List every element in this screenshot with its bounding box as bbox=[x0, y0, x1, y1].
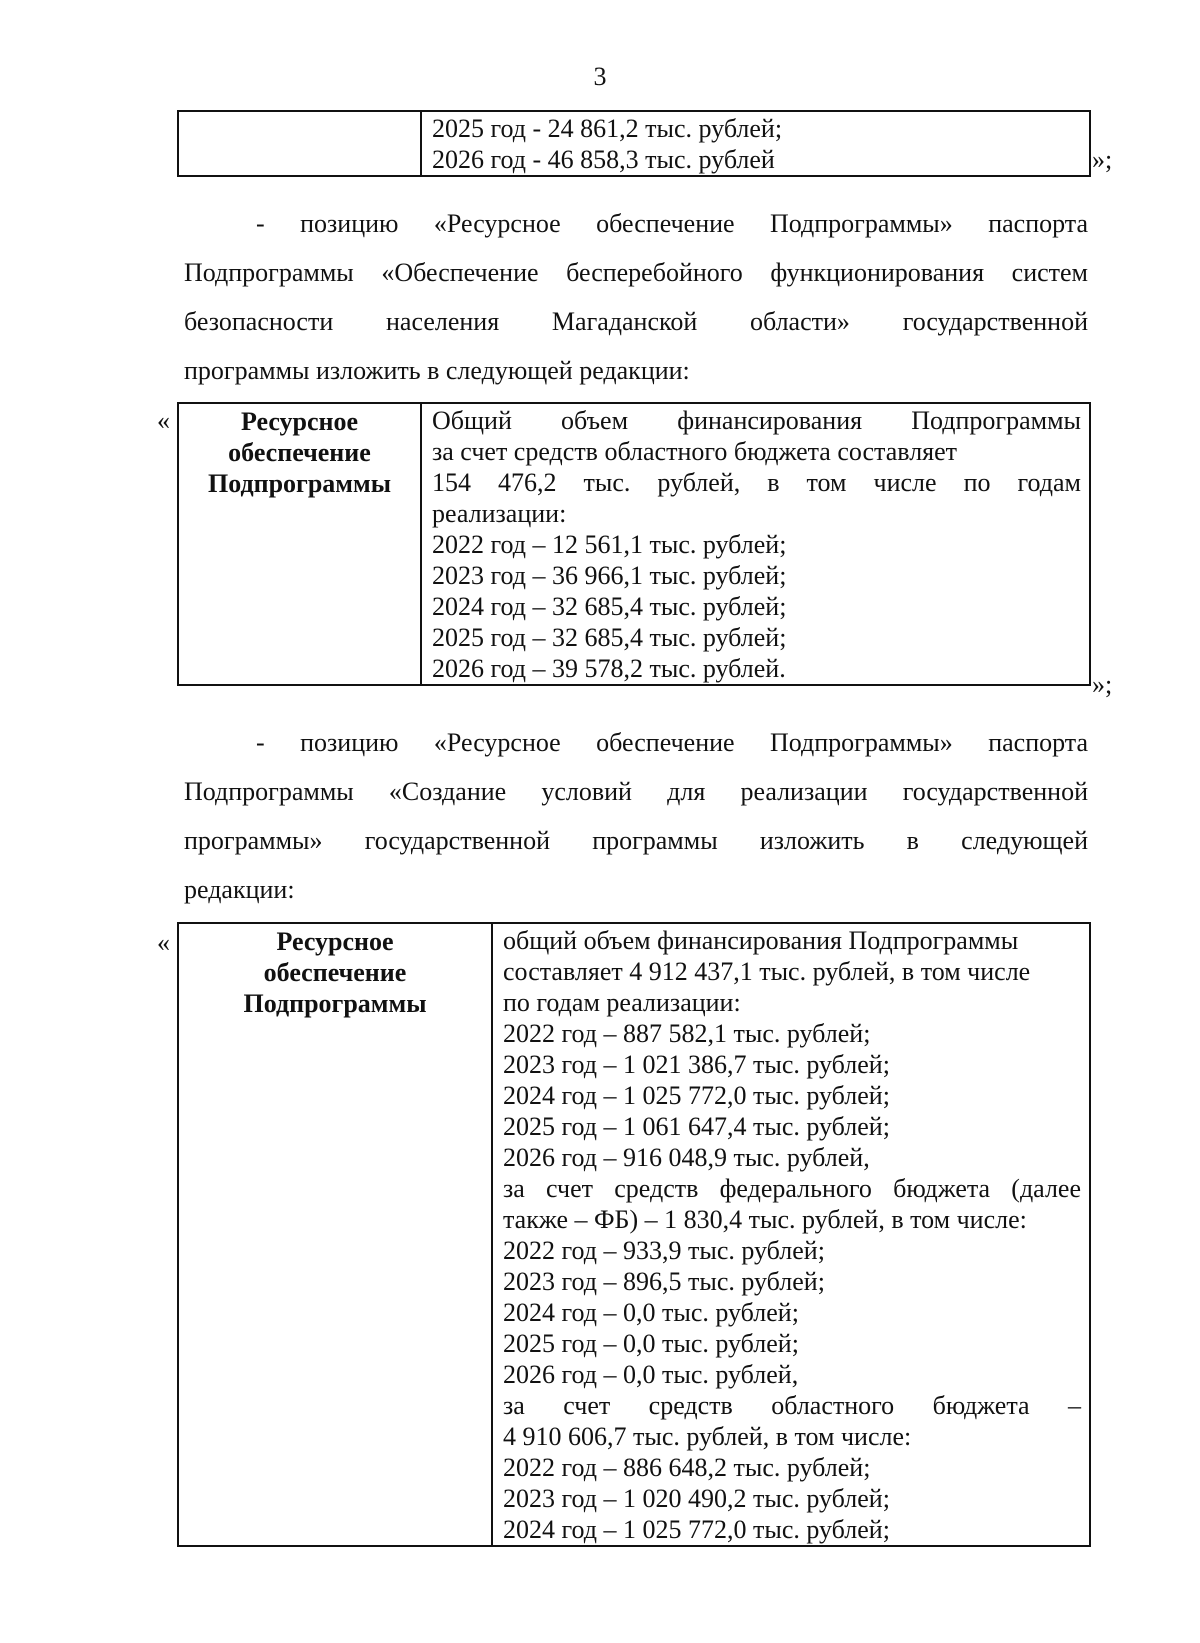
table-value-cell bbox=[421, 111, 1090, 176]
resource-table-conditions bbox=[177, 922, 1091, 1547]
instruction-paragraph bbox=[184, 199, 1088, 395]
funding-line: 2024 год – 32 685,4 тыс. рублей; bbox=[432, 592, 787, 621]
paragraph-line: Подпрограммы «Создание условий для реализации государственной bbox=[184, 777, 1088, 806]
funding-line: 2026 год - 46 858,3 тыс. рублей bbox=[432, 145, 775, 174]
closing-quote: »; bbox=[1092, 670, 1113, 699]
instruction-paragraph bbox=[184, 718, 1088, 914]
funding-line: 2023 год – 896,5 тыс. рублей; bbox=[503, 1267, 825, 1296]
paragraph-line: программы» государственной программы изложить в следующей bbox=[184, 826, 1088, 855]
funding-line: 4 910 606,7 тыс. рублей, в том числе: bbox=[503, 1422, 912, 1451]
funding-line: 2024 год – 1 025 772,0 тыс. рублей; bbox=[503, 1081, 890, 1110]
funding-line: за счет средств областного бюджета составляет bbox=[432, 437, 958, 466]
funding-line: 2022 год – 12 561,1 тыс. рублей; bbox=[432, 530, 787, 559]
closing-quote: »; bbox=[1092, 145, 1113, 174]
funding-line: 2026 год – 916 048,9 тыс. рублей, bbox=[503, 1143, 870, 1172]
table-label-cell bbox=[178, 111, 421, 176]
funding-line: 2023 год – 1 020 490,2 тыс. рублей; bbox=[503, 1484, 890, 1513]
table-label-cell bbox=[178, 923, 492, 1546]
label-line: обеспечение bbox=[228, 438, 371, 467]
label-line: обеспечение bbox=[263, 958, 407, 987]
paragraph-line: - позицию «Ресурсное обеспечение Подпрограммы» паспорта bbox=[256, 209, 1088, 238]
funding-line: 2023 год – 1 021 386,7 тыс. рублей; bbox=[503, 1050, 890, 1079]
funding-line: 2025 год – 1 061 647,4 тыс. рублей; bbox=[503, 1112, 890, 1141]
funding-line: 2026 год – 39 578,2 тыс. рублей. bbox=[432, 654, 786, 683]
funding-line: 2022 год – 887 582,1 тыс. рублей; bbox=[503, 1019, 871, 1048]
funding-line: также – ФБ) – 1 830,4 тыс. рублей, в том числе: bbox=[503, 1205, 1027, 1234]
funding-line: 2026 год – 0,0 тыс. рублей, bbox=[503, 1360, 799, 1389]
paragraph-line: Подпрограммы «Обеспечение бесперебойного функционирования систем bbox=[184, 258, 1088, 287]
paragraph-line: - позицию «Ресурсное обеспечение Подпрограммы» паспорта bbox=[256, 728, 1088, 757]
label-line: Подпрограммы bbox=[243, 989, 427, 1018]
funding-line: 154 476,2 тыс. рублей, в том числе по годам bbox=[432, 468, 1081, 497]
page-number: 3 bbox=[593, 62, 607, 91]
paragraph-line: безопасности населения Магаданской области» государственной bbox=[184, 307, 1088, 336]
funding-line: по годам реализации: bbox=[503, 988, 741, 1017]
funding-line: составляет 4 912 437,1 тыс. рублей, в том числе bbox=[503, 957, 1031, 986]
label-line: Ресурсное bbox=[240, 407, 359, 436]
funding-line: 2025 год – 32 685,4 тыс. рублей; bbox=[432, 623, 787, 652]
funding-line: реализации: bbox=[432, 499, 567, 528]
table-value-cell bbox=[421, 403, 1090, 685]
funding-line: общий объем финансирования Подпрограммы bbox=[503, 926, 1019, 955]
funding-line: 2025 год - 24 861,2 тыс. рублей; bbox=[432, 114, 783, 143]
funding-line: Общий объем финансирования Подпрограммы bbox=[432, 406, 1081, 435]
funding-line: 2025 год – 0,0 тыс. рублей; bbox=[503, 1329, 799, 1358]
table-label-cell bbox=[178, 403, 421, 685]
funding-line: 2022 год – 886 648,2 тыс. рублей; bbox=[503, 1453, 871, 1482]
funding-line: 2024 год – 0,0 тыс. рублей; bbox=[503, 1298, 799, 1327]
paragraph-line: программы изложить в следующей редакции: bbox=[184, 356, 690, 385]
funding-line: 2024 год – 1 025 772,0 тыс. рублей; bbox=[503, 1515, 890, 1544]
resource-table-continuation bbox=[177, 110, 1091, 177]
table-value-cell bbox=[492, 923, 1090, 1546]
funding-line: 2022 год – 933,9 тыс. рублей; bbox=[503, 1236, 825, 1265]
funding-line: за счет средств федерального бюджета (далее bbox=[503, 1174, 1081, 1203]
label-line: Ресурсное bbox=[276, 927, 394, 956]
resource-table-security bbox=[177, 402, 1091, 686]
opening-quote: « bbox=[157, 928, 170, 957]
opening-quote: « bbox=[157, 406, 170, 435]
funding-line: за счет средств областного бюджета – bbox=[503, 1391, 1081, 1420]
label-line: Подпрограммы bbox=[207, 469, 392, 498]
paragraph-line: редакции: bbox=[184, 875, 295, 904]
funding-line: 2023 год – 36 966,1 тыс. рублей; bbox=[432, 561, 787, 590]
